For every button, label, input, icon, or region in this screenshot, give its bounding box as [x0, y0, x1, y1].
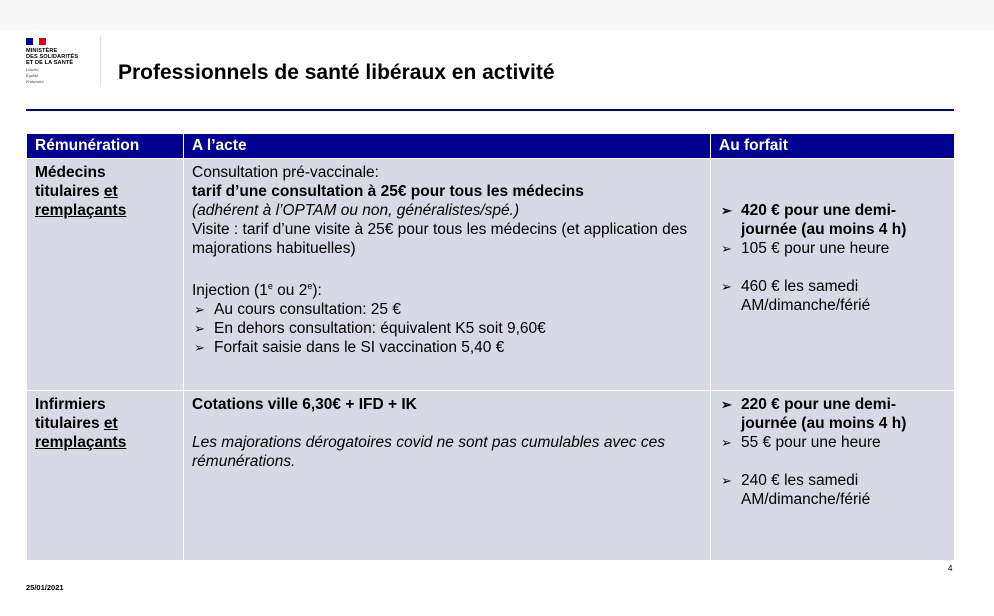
list-item: ➢ 240 € les samedi AM/dimanche/férié: [721, 472, 871, 508]
acte-line-1: Cotations ville 6,30€ + IFD + IK: [192, 396, 417, 413]
arrow-bullet-icon: ➢: [721, 279, 732, 294]
arrow-bullet-icon: ➢: [194, 302, 205, 318]
logo-divider: [100, 36, 101, 86]
table-row-medecins: [27, 159, 955, 391]
acte-line-2: tarif d’une consultation à 25€ pour tous les médecins: [192, 183, 584, 200]
arrow-bullet-icon: ➢: [194, 340, 205, 356]
motto-egalite: Égalité: [26, 74, 39, 78]
label-line-2: titulaires et: [35, 183, 118, 200]
remuneration-table: [26, 133, 955, 561]
arrow-bullet-icon: ➢: [194, 321, 205, 337]
injection-heading: Injection (1e ou 2e):: [192, 281, 322, 300]
label-line-3: remplaçants: [35, 202, 127, 219]
ministry-line-1: MINISTÈRE: [26, 48, 58, 54]
label-line-3: remplaçants: [35, 434, 127, 451]
row-label-infirmiers: [27, 391, 184, 561]
motto-liberte: Liberté: [26, 68, 39, 72]
cell-forfait-medecins: [711, 159, 955, 391]
header-remuneration: Rémunération: [27, 134, 184, 159]
cell-acte-medecins: [184, 159, 711, 391]
label-line-2: titulaires et: [35, 415, 118, 432]
table-row-infirmiers: [27, 391, 955, 561]
footer-date: 25/01/2021: [26, 583, 64, 592]
forfait-list: [719, 395, 946, 509]
header-a-l-acte: A l’acte: [184, 134, 711, 159]
header-au-forfait: Au forfait: [711, 134, 955, 159]
acte-line-4: Visite : tarif d’une visite à 25€ pour tous les médecins (et application des majorations habituelles): [192, 221, 688, 257]
arrow-bullet-icon: ➢: [721, 435, 732, 450]
list-item: ➢ 220 € pour une demi-journée (au moins 4 h): [721, 396, 907, 432]
title-rule: [26, 109, 954, 111]
arrow-bullet-icon: ➢: [721, 203, 732, 218]
list-item: ➢ Au cours consultation: 25 €: [194, 301, 401, 319]
label-line-1: Médecins: [35, 164, 106, 181]
acte-line-3: (adhérent à l’OPTAM ou non, généralistes/spé.): [192, 202, 520, 219]
arrow-bullet-icon: ➢: [721, 241, 732, 256]
list-item: ➢ 55 € pour une heure: [721, 434, 881, 451]
acte-line-2: Les majorations dérogatoires covid ne sont pas cumulables avec ces rémunérations.: [192, 434, 666, 470]
page-title: Professionnels de santé libéraux en activité: [118, 61, 555, 84]
forfait-list: [719, 163, 946, 315]
ministry-line-2: DES SOLIDARITÉS: [26, 54, 79, 60]
list-item: ➢ 420 € pour une demi-journée (au moins 4 h): [721, 202, 907, 238]
cell-acte-infirmiers: [184, 391, 711, 561]
cell-forfait-infirmiers: [711, 391, 955, 561]
ministry-logo: [26, 38, 106, 84]
table-header-row: [27, 134, 955, 159]
list-item: ➢ 105 € pour une heure: [721, 240, 890, 257]
top-bar: [0, 0, 994, 30]
arrow-bullet-icon: ➢: [721, 473, 732, 488]
acte-line-1: Consultation pré-vaccinale:: [192, 164, 379, 181]
list-item: ➢ 460 € les samedi AM/dimanche/férié: [721, 278, 871, 314]
motto-fraternite: Fraternité: [26, 80, 44, 84]
arrow-bullet-icon: ➢: [721, 397, 732, 412]
label-line-1: Infirmiers: [35, 396, 106, 413]
injection-list: [192, 300, 702, 357]
ministry-line-3: ET DE LA SANTÉ: [26, 60, 74, 66]
list-item: ➢ Forfait saisie dans le SI vaccination 5,40 €: [194, 339, 505, 357]
page-number: 4: [948, 564, 953, 573]
french-flag-icon: [26, 38, 46, 45]
list-item: ➢ En dehors consultation: équivalent K5 soit 9,60€: [194, 320, 546, 338]
row-label-medecins: [27, 159, 184, 391]
